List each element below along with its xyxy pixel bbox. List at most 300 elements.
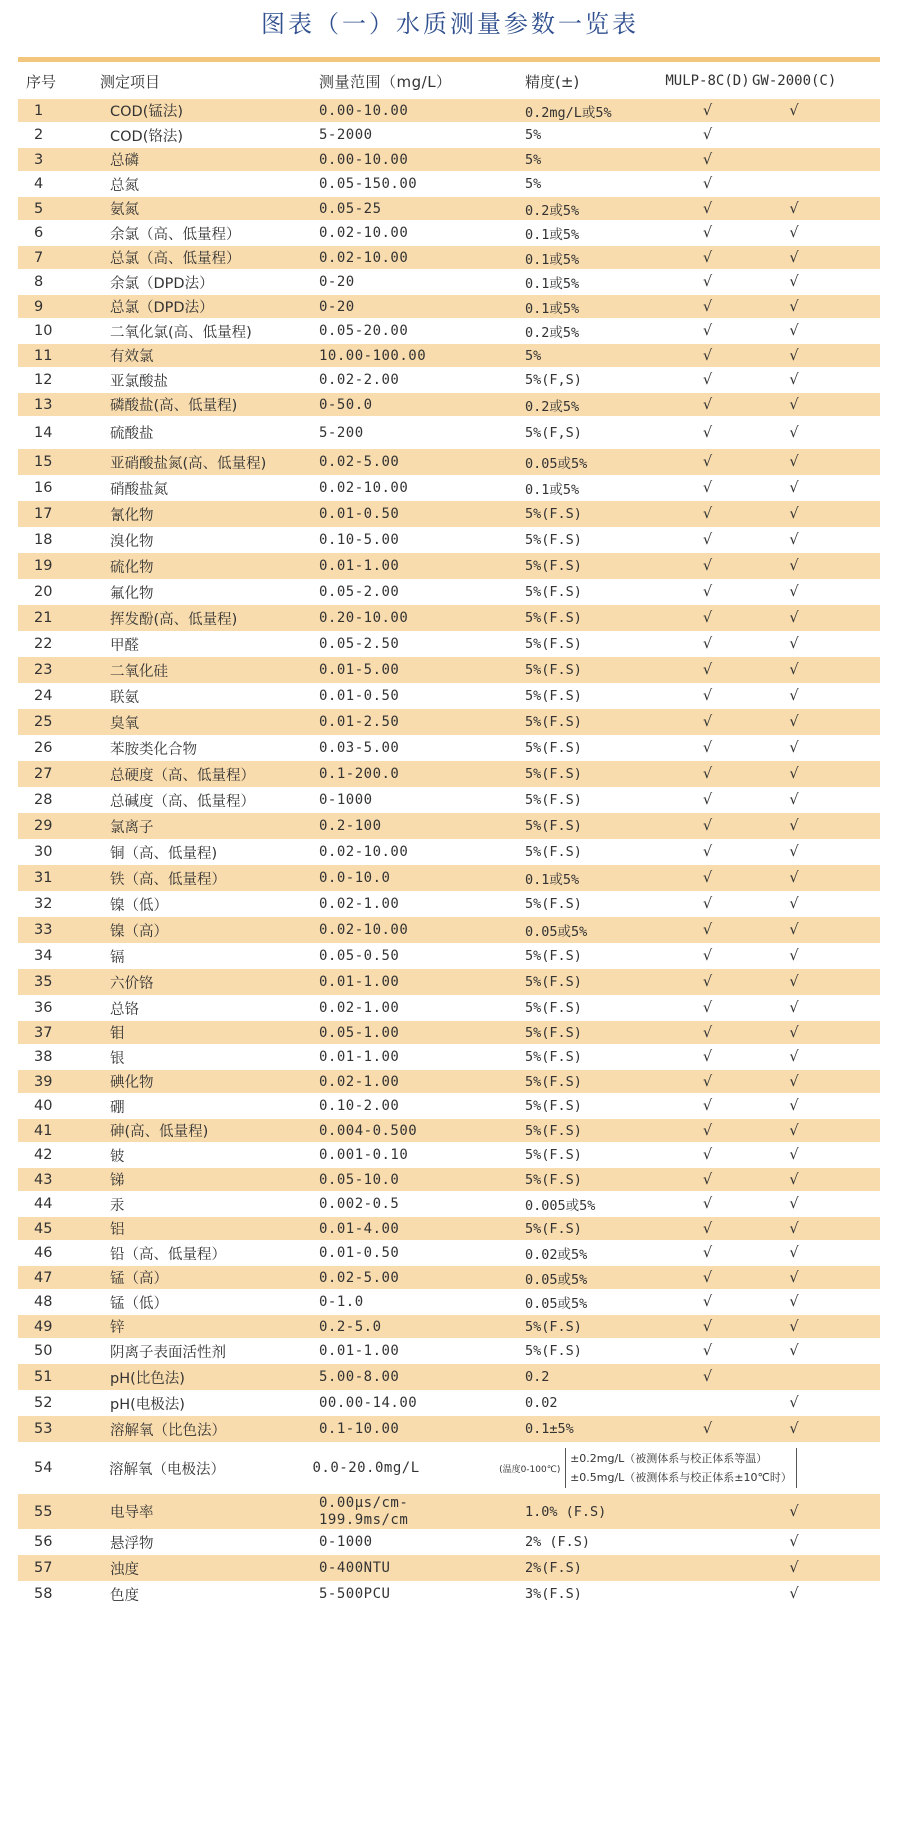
row-gw-check: √	[789, 1560, 799, 1576]
row-gw-check: √	[789, 974, 799, 990]
row-mulp-check: √	[702, 506, 713, 522]
row-mulp-check: √	[702, 740, 713, 756]
row-range: 0.01-1.00	[319, 1343, 400, 1359]
row-precision: 5%(F.S)	[525, 610, 582, 626]
row-no: 45	[34, 1220, 53, 1237]
row-item: 镍（低）	[110, 897, 168, 914]
row-item: pH(比色法)	[110, 1370, 185, 1387]
row-mulp-check: √	[702, 323, 713, 339]
row-item: 臭氧	[110, 715, 139, 732]
row-mulp-check: √	[702, 818, 713, 834]
row-item: 砷(高、低量程)	[110, 1124, 209, 1140]
row-precision: 5%(F.S)	[525, 636, 582, 652]
row54-precision-line1: ±0.2mg/L（被测体系与校正体系等温）	[570, 1452, 768, 1465]
row-precision: 0.2或5%	[525, 325, 580, 341]
row-no: 26	[34, 740, 53, 756]
row-gw-check: √	[789, 1245, 799, 1261]
header-item: 测定项目	[100, 72, 161, 91]
row-no: 10	[34, 323, 53, 339]
row-range: 0.05-2.00	[319, 584, 400, 600]
row-precision: 0.05或5%	[525, 1296, 588, 1312]
row-mulp-check: √	[702, 1000, 713, 1016]
row-item: 锑	[110, 1173, 125, 1189]
table-row	[18, 1581, 880, 1607]
row-precision: 5%(F.S)	[525, 766, 582, 782]
row-no: 32	[34, 896, 53, 912]
table-row	[18, 579, 880, 605]
row-precision: 5%(F.S)	[525, 818, 582, 834]
row-precision: 5%(F.S)	[525, 896, 582, 912]
row-range: 00.00-14.00	[319, 1395, 418, 1411]
row-no: 41	[34, 1122, 53, 1139]
row-mulp-check: √	[702, 298, 713, 315]
row-mulp-check: √	[702, 1122, 713, 1139]
row-mulp-check: √	[702, 1369, 713, 1385]
row-mulp-check: √	[702, 127, 713, 143]
table-row	[18, 1191, 880, 1217]
row-no: 29	[34, 818, 53, 834]
row-precision: 0.2或5%	[525, 398, 580, 415]
row-precision: 5%(F.S)	[525, 584, 582, 600]
row-range: 0.01-1.00	[319, 558, 400, 574]
row-no: 7	[34, 249, 44, 266]
table-row	[18, 1240, 880, 1266]
row-gw-check: √	[789, 274, 799, 290]
row-mulp-check: √	[702, 151, 713, 168]
row-no: 57	[34, 1560, 53, 1576]
row-item: 总铬	[110, 1001, 139, 1018]
row-no: 54	[34, 1460, 53, 1476]
row-no: 39	[34, 1073, 53, 1090]
table-row	[18, 393, 880, 416]
row-precision: 5%(F.S)	[525, 1220, 582, 1237]
row-item: 总氯（DPD法）	[110, 300, 214, 316]
row-range: 0.05-10.0	[319, 1171, 400, 1188]
row-item: 二氧化硅	[110, 663, 168, 680]
row-no: 52	[34, 1395, 53, 1411]
row-no: 58	[34, 1586, 53, 1602]
row-range: 0.01-4.00	[319, 1220, 400, 1237]
table-row	[18, 475, 880, 501]
row-mulp-check: √	[702, 922, 713, 938]
row-range: 0-1.0	[319, 1294, 364, 1310]
row-no: 1	[34, 102, 44, 119]
row-mulp-check: √	[702, 1245, 713, 1261]
row-item: 氟化物	[110, 585, 154, 602]
table-row	[18, 1289, 880, 1315]
row54-precision-bracket	[565, 1448, 797, 1488]
row-gw-check: √	[789, 396, 799, 413]
table-row	[18, 865, 880, 891]
row-item: 亚硝酸盐氮(高、低量程)	[110, 455, 267, 472]
row-mulp-check: √	[702, 225, 713, 241]
row-item: pH(电极法)	[110, 1396, 185, 1413]
row-range: 0.00-10.00	[319, 151, 409, 168]
row-precision: 5%(F.S)	[525, 1000, 582, 1016]
row-item: 二氧化氯(高、低量程)	[110, 324, 252, 341]
row-item: 铜（高、低量程)	[110, 845, 218, 862]
row-gw-check: √	[789, 1024, 799, 1041]
header-gw: GW-2000(C)	[752, 73, 836, 89]
row-no: 38	[34, 1049, 53, 1065]
row-gw-check: √	[789, 636, 799, 652]
row-precision: 1.0% (F.S)	[525, 1503, 607, 1520]
row-no: 37	[34, 1024, 53, 1041]
row-mulp-check: √	[702, 558, 713, 574]
row-mulp-check: √	[702, 1171, 713, 1188]
row-gw-check: √	[789, 1073, 799, 1090]
row-range: 0.02-10.00	[319, 249, 409, 266]
row-no: 19	[34, 558, 53, 574]
row-precision: 2% (F.S)	[525, 1534, 591, 1550]
row-gw-check: √	[789, 558, 799, 574]
row-precision: 5%(F.S)	[525, 506, 582, 522]
row-precision: 5%(F.S)	[525, 974, 582, 990]
row-range: 0.05-0.50	[319, 948, 400, 964]
row54-temp-note: (温度0-100℃)	[499, 1464, 561, 1475]
table-row	[18, 295, 880, 318]
table-row	[18, 171, 880, 197]
row-no: 23	[34, 662, 53, 678]
row-precision: 5%(F.S)	[525, 1147, 582, 1163]
row-item: 氯离子	[110, 819, 154, 836]
row-gw-check: √	[789, 1049, 799, 1065]
row-mulp-check: √	[702, 610, 713, 626]
table-row	[18, 1442, 880, 1494]
table-row	[18, 1070, 880, 1093]
row-gw-check: √	[789, 584, 799, 600]
table-header	[18, 63, 880, 99]
row-precision: 0.02或5%	[525, 1247, 588, 1263]
row-item: 余氯（高、低量程）	[110, 226, 241, 243]
row-item: 碘化物	[110, 1075, 154, 1091]
row-precision: 5%(F.S)	[525, 740, 582, 756]
row-no: 15	[34, 454, 53, 470]
row-range: 0-400NTU	[319, 1560, 391, 1576]
row-range: 5-2000	[319, 127, 373, 143]
row-no: 44	[34, 1196, 53, 1212]
table-row	[18, 1093, 880, 1119]
row-precision: 5%(F,S)	[525, 372, 582, 388]
row-mulp-check: √	[702, 249, 713, 266]
row-precision: 5%(F.S)	[525, 532, 582, 548]
row-item: 铅（高、低量程）	[110, 1246, 226, 1263]
row-mulp-check: √	[702, 200, 713, 217]
row-item: 浊度	[110, 1561, 139, 1578]
row-range: 0.002-0.5	[319, 1196, 400, 1212]
row-no: 31	[34, 870, 53, 886]
table-row	[18, 553, 880, 579]
table-row	[18, 318, 880, 344]
row-mulp-check: √	[702, 372, 713, 388]
row-mulp-check: √	[702, 1220, 713, 1237]
row-precision: 0.05或5%	[525, 924, 588, 940]
header-rule	[18, 57, 880, 62]
row-no: 35	[34, 974, 53, 990]
row-range: 0.01-0.50	[319, 1245, 400, 1261]
row-gw-check: √	[789, 1318, 799, 1335]
row-gw-check: √	[789, 610, 799, 626]
row-mulp-check: √	[702, 948, 713, 964]
row-mulp-check: √	[702, 274, 713, 290]
row-gw-check: √	[789, 714, 799, 730]
row-item: 总磷	[110, 153, 139, 169]
table-row	[18, 197, 880, 220]
table-row	[18, 148, 880, 171]
row-gw-check: √	[789, 844, 799, 860]
table-row	[18, 787, 880, 813]
row-no: 13	[34, 396, 53, 413]
row-no: 42	[34, 1147, 53, 1163]
table-row	[18, 1315, 880, 1338]
row-item: 磷酸盐(高、低量程)	[110, 398, 238, 414]
row-gw-check: √	[789, 454, 799, 470]
row-gw-check: √	[789, 372, 799, 388]
row-range: 0.2-5.0	[319, 1318, 382, 1335]
row-precision: 2%(F.S)	[525, 1560, 582, 1576]
row-gw-check: √	[789, 948, 799, 964]
row-range: 0.01-0.50	[319, 688, 400, 704]
row-gw-check: √	[789, 1147, 799, 1163]
row-no: 34	[34, 948, 53, 964]
row-gw-check: √	[789, 1122, 799, 1139]
row-range: 0.02-5.00	[319, 454, 400, 470]
row-range: 0.03-5.00	[319, 740, 400, 756]
table-row	[18, 1217, 880, 1240]
table-row	[18, 891, 880, 917]
row-gw-check: √	[789, 740, 799, 756]
row-no: 55	[34, 1503, 53, 1520]
row-item: 硼	[110, 1099, 125, 1116]
row-range: 0-50.0	[319, 396, 373, 413]
row-range: 0.05-20.00	[319, 323, 409, 339]
header-range: 测量范围（mg/L）	[319, 72, 452, 91]
row-mulp-check: √	[702, 792, 713, 808]
row54-precision-line2: ±0.5mg/L（被测体系与校正体系±10℃时）	[570, 1471, 792, 1484]
table-row	[18, 709, 880, 735]
row-mulp-check: √	[702, 1147, 713, 1163]
row-mulp-check: √	[702, 662, 713, 678]
row-mulp-check: √	[702, 1049, 713, 1065]
table-body	[18, 99, 880, 1607]
row-no: 16	[34, 480, 53, 496]
row-mulp-check: √	[702, 480, 713, 496]
table-row	[18, 501, 880, 527]
row-mulp-check: √	[702, 347, 713, 364]
row-precision: 5%(F.S)	[525, 844, 582, 860]
row-item: 电导率	[110, 1505, 154, 1521]
row-mulp-check: √	[702, 1073, 713, 1090]
row-no: 21	[34, 610, 53, 626]
row-range: 0.01-2.50	[319, 714, 400, 730]
row-mulp-check: √	[702, 396, 713, 413]
row-mulp-check: √	[702, 1294, 713, 1310]
row-gw-check: √	[789, 1421, 799, 1437]
row-precision: 5%(F.S)	[525, 688, 582, 704]
row-item: 阴离子表面活性剂	[110, 1344, 226, 1361]
row-no: 11	[34, 347, 53, 364]
row-item: 镉	[110, 949, 125, 966]
row-no: 4	[34, 176, 44, 192]
row-range: 0.02-10.00	[319, 844, 409, 860]
row-precision: 5%(F,S)	[525, 424, 582, 441]
row-range: 0.01-5.00	[319, 662, 400, 678]
row-gw-check: √	[789, 1503, 799, 1520]
row-mulp-check: √	[702, 1196, 713, 1212]
row-precision: 0.1或5%	[525, 482, 580, 498]
row-gw-check: √	[789, 1586, 799, 1602]
row-mulp-check: √	[702, 714, 713, 730]
row-gw-check: √	[789, 896, 799, 912]
row-item: 有效氯	[110, 349, 154, 365]
row-mulp-check: √	[702, 1421, 713, 1437]
row-range: 5-500PCU	[319, 1586, 391, 1602]
row-no: 53	[34, 1421, 53, 1437]
row-range: 0.02-10.00	[319, 922, 409, 938]
table-row	[18, 1168, 880, 1191]
row-range: 0-20	[319, 298, 355, 315]
row-mulp-check: √	[702, 1024, 713, 1041]
table-row	[18, 813, 880, 839]
row-range: 0.05-150.00	[319, 176, 418, 192]
row-item: 锰（低）	[110, 1295, 168, 1312]
row-no: 6	[34, 225, 44, 241]
row-no: 24	[34, 688, 53, 704]
row-gw-check: √	[789, 792, 799, 808]
table-row	[18, 839, 880, 865]
row-item: 铝	[110, 1222, 125, 1238]
table-row	[18, 99, 880, 122]
row-gw-check: √	[789, 200, 799, 217]
row-item: 余氯（DPD法）	[110, 275, 214, 292]
row-range: 0.05-2.50	[319, 636, 400, 652]
row-item: 氨氮	[110, 202, 139, 218]
row-gw-check: √	[789, 1343, 799, 1359]
row-no: 25	[34, 714, 53, 730]
row-no: 9	[34, 298, 44, 315]
row-gw-check: √	[789, 1534, 799, 1550]
row-no: 56	[34, 1534, 53, 1550]
row-precision: 5%(F.S)	[525, 1318, 582, 1335]
table-row	[18, 1555, 880, 1581]
row-range: 0.05-25	[319, 200, 382, 217]
row-range: 0.01-1.00	[319, 1049, 400, 1065]
row-item: 挥发酚(高、低量程)	[110, 611, 238, 628]
row-range: 0.0-10.0	[319, 870, 391, 886]
row-precision: 0.05或5%	[525, 456, 588, 472]
table-row	[18, 220, 880, 246]
row-gw-check: √	[789, 480, 799, 496]
table-row	[18, 1044, 880, 1070]
table-row	[18, 122, 880, 148]
row-precision: 0.2	[525, 1369, 550, 1385]
table-row	[18, 917, 880, 943]
row-gw-check: √	[789, 1395, 799, 1411]
row-precision: 5%(F.S)	[525, 1171, 582, 1188]
row-no: 14	[34, 424, 53, 441]
row-item: 锰（高）	[110, 1271, 168, 1287]
table-row	[18, 1416, 880, 1442]
row-precision: 0.1或5%	[525, 227, 580, 243]
table-row	[18, 1021, 880, 1044]
row-item: COD(锰法)	[110, 104, 184, 120]
row-range: 5.00-8.00	[319, 1369, 400, 1385]
row-mulp-check: √	[702, 1269, 713, 1286]
row-no: 5	[34, 200, 44, 217]
row-item: 硝酸盐氮	[110, 481, 168, 498]
row-gw-check: √	[789, 1098, 799, 1114]
table-row	[18, 735, 880, 761]
row-range: 0-1000	[319, 792, 373, 808]
row-range: 0.2-100	[319, 818, 382, 834]
table-row	[18, 1142, 880, 1168]
table-row	[18, 943, 880, 969]
row-range: 0.10-5.00	[319, 532, 400, 548]
table-row	[18, 527, 880, 553]
row-range: 0.02-1.00	[319, 1000, 400, 1016]
row-mulp-check: √	[702, 1318, 713, 1335]
row-range: 0.02-1.00	[319, 1073, 400, 1090]
row-precision: 5%(F.S)	[525, 948, 582, 964]
row-no: 36	[34, 1000, 53, 1016]
row-gw-check: √	[789, 298, 799, 315]
row-precision	[499, 1448, 880, 1488]
row-no: 51	[34, 1369, 53, 1385]
row-range: 0.02-5.00	[319, 1269, 400, 1286]
row-gw-check: √	[789, 1294, 799, 1310]
row-no: 22	[34, 636, 53, 652]
row-item: 总碱度（高、低量程）	[110, 793, 255, 810]
row-mulp-check: √	[702, 974, 713, 990]
table-row	[18, 761, 880, 787]
row-item: 硫酸盐	[110, 426, 154, 442]
row-mulp-check: √	[702, 636, 713, 652]
row-no: 28	[34, 792, 53, 808]
row-gw-check: √	[789, 1000, 799, 1016]
row-range: 0.01-0.50	[319, 506, 400, 522]
table-row	[18, 449, 880, 475]
row-precision: 3%(F.S)	[525, 1586, 582, 1602]
row-item: 亚氯酸盐	[110, 373, 168, 390]
row-range: 0-1000	[319, 1534, 373, 1550]
row-item: 汞	[110, 1197, 125, 1214]
row-precision: 5%(F.S)	[525, 1049, 582, 1065]
row-precision: 0.005或5%	[525, 1198, 596, 1214]
row-range: 0.001-0.10	[319, 1147, 409, 1163]
row-no: 2	[34, 127, 44, 143]
row-gw-check: √	[789, 922, 799, 938]
row-range: 10.00-100.00	[319, 347, 427, 364]
row-item: 镍（高）	[110, 923, 168, 940]
row-mulp-check: √	[702, 688, 713, 704]
table-row	[18, 367, 880, 393]
row-no: 47	[34, 1269, 53, 1286]
row-precision: 5%	[525, 347, 542, 364]
row-item: 铍	[110, 1148, 125, 1165]
row-precision: 5%	[525, 151, 542, 168]
row-no: 40	[34, 1098, 53, 1114]
row-gw-check: √	[789, 1196, 799, 1212]
row-gw-check: √	[789, 1269, 799, 1286]
row-item: 色度	[110, 1587, 139, 1604]
table-row	[18, 1338, 880, 1364]
table-row	[18, 995, 880, 1021]
row-no: 18	[34, 532, 53, 548]
row-mulp-check: √	[702, 1098, 713, 1114]
row-mulp-check: √	[702, 896, 713, 912]
row-gw-check: √	[789, 1220, 799, 1237]
header-no: 序号	[26, 72, 57, 91]
